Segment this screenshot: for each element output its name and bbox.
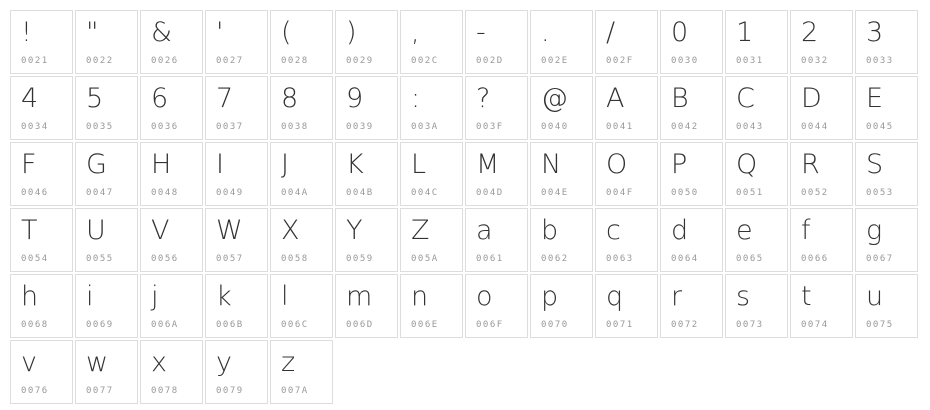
glyph-cell (205, 274, 268, 338)
glyph-char: j (151, 281, 159, 312)
glyph-cell (660, 10, 723, 74)
glyph-char: T (21, 215, 38, 246)
glyph-code: 0038 (281, 122, 309, 132)
glyph-char: J (281, 149, 289, 180)
glyph-code: 004D (476, 188, 504, 198)
glyph-char: X (281, 215, 300, 246)
glyph-code: 006C (281, 320, 309, 330)
glyph-cell (140, 10, 203, 74)
glyph-code: 002C (411, 56, 439, 66)
glyph-char: B (671, 83, 689, 114)
glyph-char: 2 (801, 17, 819, 48)
glyph-cell (790, 76, 853, 140)
glyph-cell (75, 274, 138, 338)
glyph-char: C (736, 83, 755, 114)
glyph-char: - (476, 17, 486, 48)
glyph-code: 004C (411, 188, 439, 198)
glyph-char: / (606, 17, 616, 48)
glyph-char: ( (281, 17, 292, 48)
glyph-cell (855, 274, 918, 338)
glyph-cell (10, 10, 73, 74)
glyph-char: g (866, 215, 883, 246)
glyph-cell (10, 340, 73, 404)
glyph-cell (140, 142, 203, 206)
glyph-code: 0050 (671, 188, 699, 198)
glyph-code: 004F (606, 188, 634, 198)
glyph-code: 0079 (216, 386, 244, 396)
glyph-code: 0055 (86, 254, 114, 264)
glyph-cell (790, 142, 853, 206)
glyph-code: 0058 (281, 254, 309, 264)
glyph-char: 0 (671, 17, 689, 48)
glyph-char: i (86, 281, 94, 312)
glyph-cell (790, 274, 853, 338)
glyph-cell (530, 142, 593, 206)
glyph-code: 0048 (151, 188, 179, 198)
glyph-char: k (216, 281, 232, 312)
glyph-cell (140, 274, 203, 338)
glyph-char: G (86, 149, 107, 180)
glyph-cell (270, 340, 333, 404)
glyph-cell (530, 208, 593, 272)
glyph-char: e (736, 215, 753, 246)
glyph-char: ? (476, 83, 491, 114)
glyph-char: @ (541, 83, 568, 114)
glyph-cell (595, 76, 658, 140)
glyph-code: 004A (281, 188, 309, 198)
glyph-code: 002D (476, 56, 504, 66)
glyph-char: d (671, 215, 689, 246)
glyph-char: w (86, 347, 109, 378)
glyph-cell (400, 208, 463, 272)
glyph-cell (855, 76, 918, 140)
glyph-code: 0045 (866, 122, 894, 132)
glyph-char: r (671, 281, 683, 312)
glyph-cell (75, 10, 138, 74)
glyph-cell (855, 10, 918, 74)
glyph-cell (205, 10, 268, 74)
glyph-cell (790, 208, 853, 272)
glyph-cell (530, 274, 593, 338)
glyph-char: y (216, 347, 232, 378)
glyph-code: 006E (411, 320, 439, 330)
glyph-char: O (606, 149, 628, 180)
glyph-code: 002E (541, 56, 569, 66)
glyph-char: u (866, 281, 884, 312)
glyph-cell (270, 142, 333, 206)
glyph-char: Z (411, 215, 430, 246)
glyph-char: p (541, 281, 559, 312)
glyph-char: t (801, 281, 812, 312)
glyph-cell (205, 76, 268, 140)
glyph-code: 0027 (216, 56, 244, 66)
glyph-cell (465, 76, 528, 140)
glyph-code: 006A (151, 320, 179, 330)
glyph-char: A (606, 83, 625, 114)
glyph-char: . (541, 17, 550, 48)
glyph-cell (725, 76, 788, 140)
glyph-cell (335, 208, 398, 272)
glyph-char: z (281, 347, 296, 378)
glyph-code: 0065 (736, 254, 764, 264)
glyph-cell (660, 76, 723, 140)
glyph-cell (595, 274, 658, 338)
glyph-code: 0068 (21, 320, 49, 330)
glyph-cell (75, 76, 138, 140)
glyph-code: 0040 (541, 122, 569, 132)
glyph-cell (465, 274, 528, 338)
glyph-cell (400, 76, 463, 140)
glyph-char: 8 (281, 83, 299, 114)
glyph-char: b (541, 215, 559, 246)
glyph-char: Q (736, 149, 758, 180)
glyph-code: 0022 (86, 56, 114, 66)
glyph-char: & (151, 17, 173, 48)
glyph-code: 007A (281, 386, 309, 396)
glyph-code: 005A (411, 254, 439, 264)
glyph-code: 0035 (86, 122, 114, 132)
glyph-cell (270, 76, 333, 140)
glyph-char: ) (346, 17, 357, 48)
glyph-cell (205, 208, 268, 272)
glyph-code: 0049 (216, 188, 244, 198)
glyph-cell (465, 208, 528, 272)
glyph-char: q (606, 281, 624, 312)
glyph-char: o (476, 281, 493, 312)
glyph-code: 0072 (671, 320, 699, 330)
glyph-code: 0070 (541, 320, 569, 330)
glyph-code: 0043 (736, 122, 764, 132)
glyph-cell (595, 208, 658, 272)
glyph-cell (400, 142, 463, 206)
glyph-code: 0036 (151, 122, 179, 132)
glyph-code: 003A (411, 122, 439, 132)
glyph-char: 6 (151, 83, 169, 114)
glyph-code: 0030 (671, 56, 699, 66)
glyph-grid (10, 10, 918, 404)
glyph-char: s (736, 281, 751, 312)
glyph-cell (140, 76, 203, 140)
glyph-char: x (151, 347, 167, 378)
glyph-char: n (411, 281, 429, 312)
glyph-char: K (346, 149, 364, 180)
glyph-char: ! (21, 17, 32, 48)
glyph-char: l (281, 281, 289, 312)
glyph-code: 0041 (606, 122, 634, 132)
glyph-code: 0052 (801, 188, 829, 198)
glyph-cell (855, 142, 918, 206)
glyph-cell (10, 274, 73, 338)
glyph-cell (10, 142, 73, 206)
glyph-code: 0026 (151, 56, 179, 66)
glyph-cell (10, 76, 73, 140)
glyph-code: 004B (346, 188, 374, 198)
glyph-char: c (606, 215, 621, 246)
glyph-char: , (411, 17, 420, 48)
glyph-char: W (216, 215, 243, 246)
glyph-cell (205, 340, 268, 404)
glyph-code: 0057 (216, 254, 244, 264)
glyph-char: V (151, 215, 170, 246)
glyph-char: ' (216, 17, 224, 48)
glyph-cell (595, 10, 658, 74)
glyph-code: 0034 (21, 122, 49, 132)
glyph-code: 0021 (21, 56, 49, 66)
glyph-code: 0039 (346, 122, 374, 132)
glyph-char: 9 (346, 83, 364, 114)
glyph-cell (75, 340, 138, 404)
glyph-char: I (216, 149, 224, 180)
glyph-code: 0032 (801, 56, 829, 66)
glyph-char: 1 (736, 17, 754, 48)
glyph-code: 0046 (21, 188, 49, 198)
glyph-code: 0029 (346, 56, 374, 66)
glyph-char: h (21, 281, 39, 312)
glyph-code: 0028 (281, 56, 309, 66)
glyph-cell (530, 10, 593, 74)
glyph-code: 0053 (866, 188, 894, 198)
glyph-code: 0054 (21, 254, 49, 264)
glyph-cell (400, 10, 463, 74)
glyph-code: 004E (541, 188, 569, 198)
glyph-code: 002F (606, 56, 634, 66)
glyph-code: 0074 (801, 320, 829, 330)
glyph-char: F (21, 149, 37, 180)
glyph-char: P (671, 149, 688, 180)
glyph-char: R (801, 149, 820, 180)
glyph-code: 0031 (736, 56, 764, 66)
glyph-cell (660, 142, 723, 206)
glyph-code: 0073 (736, 320, 764, 330)
glyph-cell (725, 10, 788, 74)
glyph-char: M (476, 149, 500, 180)
glyph-char: 5 (86, 83, 104, 114)
glyph-code: 0063 (606, 254, 634, 264)
glyph-char: f (801, 215, 811, 246)
glyph-char: 3 (866, 17, 884, 48)
glyph-code: 0033 (866, 56, 894, 66)
glyph-code: 0044 (801, 122, 829, 132)
glyph-char: 4 (21, 83, 39, 114)
glyph-char: D (801, 83, 822, 114)
glyph-cell (10, 208, 73, 272)
glyph-cell (140, 340, 203, 404)
glyph-code: 0051 (736, 188, 764, 198)
glyph-char: N (541, 149, 562, 180)
glyph-code: 0075 (866, 320, 894, 330)
glyph-char: " (86, 17, 99, 48)
glyph-code: 0047 (86, 188, 114, 198)
glyph-cell (75, 142, 138, 206)
glyph-code: 006B (216, 320, 244, 330)
glyph-cell (725, 208, 788, 272)
glyph-cell (205, 142, 268, 206)
glyph-code: 0077 (86, 386, 114, 396)
glyph-cell (75, 208, 138, 272)
glyph-cell (335, 76, 398, 140)
glyph-code: 0037 (216, 122, 244, 132)
glyph-code: 006D (346, 320, 374, 330)
glyph-code: 0064 (671, 254, 699, 264)
glyph-cell (790, 10, 853, 74)
glyph-char: 7 (216, 83, 234, 114)
glyph-char: H (151, 149, 172, 180)
glyph-cell (270, 208, 333, 272)
glyph-char: L (411, 149, 427, 180)
glyph-cell (335, 10, 398, 74)
glyph-code: 0066 (801, 254, 829, 264)
glyph-code: 0061 (476, 254, 504, 264)
glyph-cell (725, 142, 788, 206)
glyph-code: 0071 (606, 320, 634, 330)
glyph-char: E (866, 83, 884, 114)
glyph-code: 003F (476, 122, 504, 132)
glyph-code: 006F (476, 320, 504, 330)
glyph-cell (140, 208, 203, 272)
glyph-cell (595, 142, 658, 206)
glyph-cell (660, 208, 723, 272)
glyph-char: v (21, 347, 37, 378)
glyph-code: 0067 (866, 254, 894, 264)
glyph-cell (465, 142, 528, 206)
glyph-cell (530, 76, 593, 140)
glyph-code: 0056 (151, 254, 179, 264)
glyph-char: a (476, 215, 493, 246)
glyph-char: : (411, 83, 421, 114)
glyph-char: m (346, 281, 373, 312)
glyph-code: 0042 (671, 122, 699, 132)
glyph-cell (855, 208, 918, 272)
glyph-cell (270, 10, 333, 74)
glyph-code: 0078 (151, 386, 179, 396)
glyph-cell (335, 274, 398, 338)
glyph-cell (465, 10, 528, 74)
glyph-cell (725, 274, 788, 338)
glyph-cell (270, 274, 333, 338)
glyph-cell (400, 274, 463, 338)
glyph-cell (335, 142, 398, 206)
glyph-char: U (86, 215, 106, 246)
glyph-cell (660, 274, 723, 338)
glyph-code: 0069 (86, 320, 114, 330)
glyph-code: 0059 (346, 254, 374, 264)
glyph-code: 0062 (541, 254, 569, 264)
glyph-code: 0076 (21, 386, 49, 396)
glyph-char: S (866, 149, 884, 180)
glyph-char: Y (346, 215, 363, 246)
